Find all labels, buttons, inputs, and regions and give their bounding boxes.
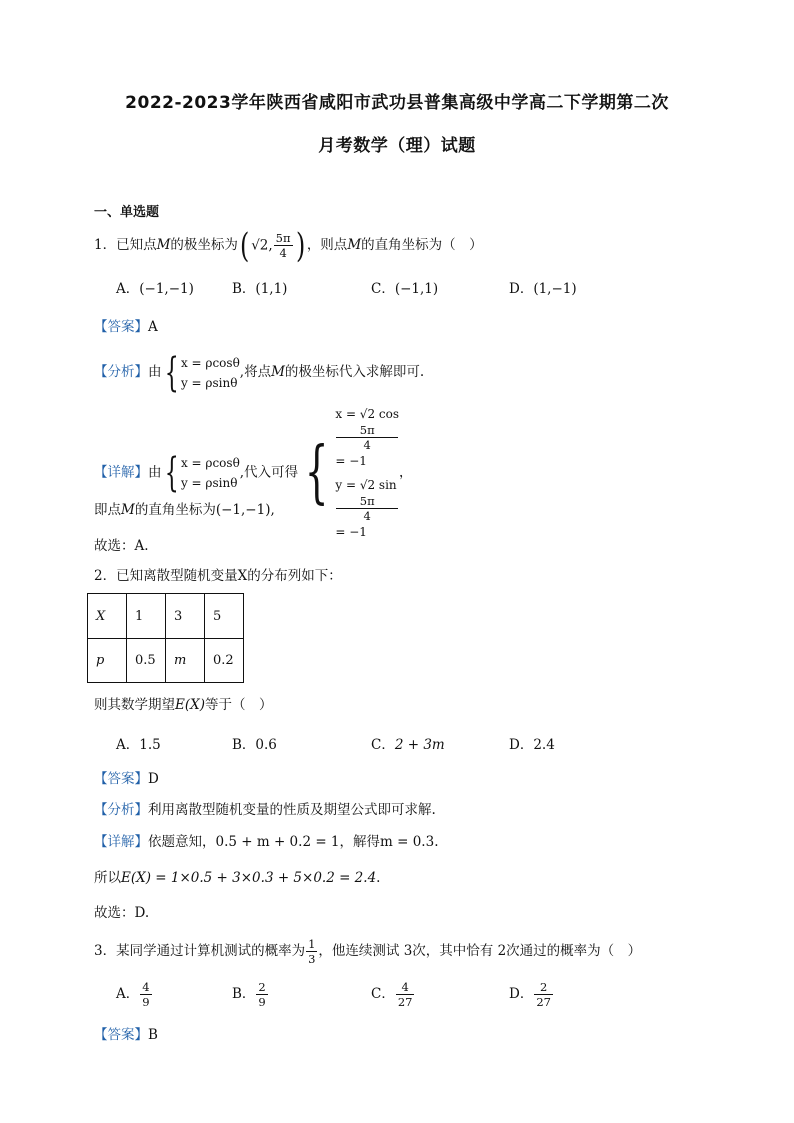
q3-stem: 3．某同学通过计算机测试的概率为 $\frac{1}{3}$ ，他连续测试 3次，其中恰有 2次通过的概率为（ ） bbox=[94, 937, 642, 966]
q1-option-b: B．(1,1) bbox=[232, 281, 288, 297]
frac-den: 4 bbox=[279, 246, 287, 260]
q1-choice: 故选：A. bbox=[94, 538, 149, 554]
page-title-line1: 2022-2023学年陕西省咸阳市武功县普集高级中学高二下学期第二次 bbox=[125, 93, 669, 113]
detail-end: ， bbox=[399, 464, 413, 481]
sys-x: x = ρcosθ bbox=[180, 456, 240, 470]
table-row bbox=[88, 594, 244, 639]
q1-prefix: 1．已知点 bbox=[94, 237, 157, 253]
q1-var: M bbox=[271, 364, 285, 380]
paren-left: ( bbox=[239, 225, 250, 266]
substituted-system bbox=[335, 405, 399, 541]
paren-right: ) bbox=[295, 225, 305, 266]
q2-option-d: D．2.4 bbox=[509, 737, 555, 753]
q1-answer bbox=[94, 317, 158, 337]
table-cell: 0.5 bbox=[127, 639, 166, 683]
q1-suffix: ，则点 bbox=[306, 237, 348, 253]
q2-ask: 则其数学期望E(X)等于（ ） bbox=[94, 697, 273, 713]
q1-analysis bbox=[94, 350, 424, 394]
q3-answer: 【答案】B bbox=[94, 1027, 158, 1043]
analysis-tag: 【分析】 bbox=[94, 364, 148, 380]
q3-option-d: D． $\frac{2}{27}$ bbox=[509, 980, 551, 1009]
frac-5pi-4: 5π 4 bbox=[336, 494, 398, 523]
table-row bbox=[88, 639, 244, 683]
q1-stem bbox=[94, 225, 483, 266]
answer-value: A bbox=[148, 319, 158, 335]
q1-suffix2: 的直角坐标为（ ） bbox=[361, 237, 483, 253]
q1-var: M bbox=[156, 237, 171, 253]
q1-option-a: A．(−1,−1) bbox=[116, 281, 194, 297]
q1-detail bbox=[94, 405, 413, 541]
table-cell: X bbox=[88, 594, 127, 639]
q3-prob-frac: $\frac{1}{3}$ bbox=[308, 937, 316, 966]
brace-big: { bbox=[304, 433, 329, 512]
answer-tag: 【答案】 bbox=[94, 319, 148, 335]
brace: { bbox=[164, 450, 179, 496]
analysis-post: ,将点 bbox=[239, 364, 272, 380]
q1-var: M bbox=[347, 237, 362, 253]
q1-option-d: D．(1,−1) bbox=[509, 281, 577, 297]
analysis-post2: 的极坐标代入求解即可. bbox=[284, 364, 425, 380]
q1-option-c: C．(−1,1) bbox=[371, 281, 439, 297]
q3-option-c: C． $\frac{4}{27}$ bbox=[371, 980, 413, 1009]
q2-analysis: 【分析】利用离散型随机变量的性质及期望公式即可求解. bbox=[94, 802, 436, 818]
table-cell: 1 bbox=[127, 594, 166, 639]
frac-5pi-4: 5π 4 bbox=[336, 423, 398, 452]
distribution-table bbox=[87, 593, 244, 683]
table-cell: 3 bbox=[166, 594, 205, 639]
brace: { bbox=[164, 349, 179, 396]
sys-y: y = ρsinθ bbox=[180, 375, 238, 390]
polar-system bbox=[181, 453, 240, 493]
table-cell: m bbox=[166, 639, 205, 683]
sub-y: y = √2 sin 5π 4 = −1 bbox=[335, 478, 397, 539]
sub-x: x = √2 cos 5π 4 = −1 bbox=[335, 407, 400, 468]
q2-stem: 2．已知离散型随机变量X的分布列如下： bbox=[94, 568, 342, 584]
section-heading: 一、单选题 bbox=[94, 205, 160, 220]
q2-option-c: C．2 + 3m bbox=[371, 737, 445, 753]
detail-pre: 由 bbox=[148, 464, 162, 481]
q1-mid: 的极坐标为 bbox=[170, 237, 238, 253]
q2-so: 所以E(X) = 1×0.5 + 3×0.3 + 5×0.2 = 2.4. bbox=[94, 870, 381, 886]
detail-mid: ,代入可得 bbox=[239, 464, 299, 481]
q3-option-a: A． $\frac{4}{9}$ bbox=[116, 980, 150, 1009]
frac-num: 5π bbox=[275, 231, 291, 245]
q2-detail: 【详解】依题意知，0.5 + m + 0.2 = 1，解得m = 0.3. bbox=[94, 834, 439, 850]
sys-x: x = ρcosθ bbox=[180, 355, 240, 370]
q2-option-a: A．1.5 bbox=[116, 737, 161, 753]
q2-choice: 故选：D. bbox=[94, 905, 150, 921]
table-cell: p bbox=[88, 639, 127, 683]
table-cell: 0.2 bbox=[205, 639, 244, 683]
detail-tag: 【详解】 bbox=[94, 464, 148, 481]
q3-option-b: B． $\frac{2}{9}$ bbox=[232, 980, 266, 1009]
q2-option-b: B．0.6 bbox=[232, 737, 277, 753]
analysis-pre: 由 bbox=[148, 364, 162, 380]
q2-answer: 【答案】D bbox=[94, 771, 159, 787]
q1-conclusion: 即点M的直角坐标为(−1,−1), bbox=[94, 502, 275, 518]
table-cell: 5 bbox=[205, 594, 244, 639]
q1-coord-frac bbox=[274, 231, 293, 260]
q1-coord-sqrt: √2, bbox=[251, 237, 273, 254]
page-title-line2: 月考数学（理）试题 bbox=[318, 136, 476, 156]
polar-system bbox=[181, 353, 240, 393]
sys-y: y = ρsinθ bbox=[180, 476, 238, 490]
